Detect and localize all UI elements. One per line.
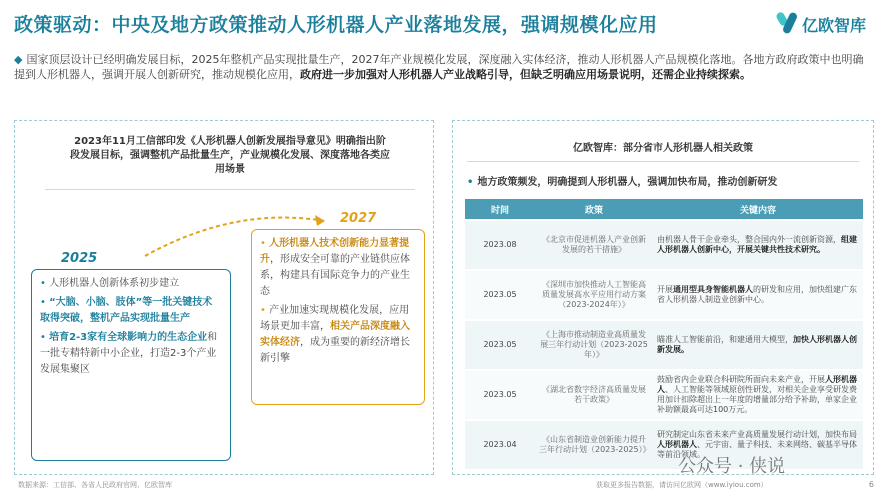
- right-heading: 亿欧智库：部分省市人形机器人相关政策: [573, 143, 753, 154]
- year-2027-label: 2027: [340, 211, 377, 226]
- goals-2025-box: [31, 269, 231, 461]
- content-cell: 瞄准人工智能前沿，和建通用大模型，加快人形机器人创新发展。: [653, 321, 863, 369]
- policy-cell: 《山东省制造业创新能力提升三年行动计划（2023-2025）》: [535, 421, 653, 469]
- table-row: [465, 371, 863, 419]
- source-note: 数据来源：工信部、各省人民政府官网、亿欧智库: [18, 481, 172, 489]
- yiou-logo-icon: [776, 12, 798, 36]
- column-header: 政策: [535, 199, 653, 219]
- column-header: 时间: [465, 199, 535, 219]
- intro-part1: 国家顶层设计已经明确发展目标，2025年整机产品实现批量生产，2027年产业规模化发展，深度融入实体经济，推动人形机器人产品规模化落地。各地方政府政策中也明确提到人形机器人，强调开展人创新研究，推动规模化应用，: [14, 53, 864, 81]
- table-row: [465, 271, 863, 319]
- bullet-icon: •: [40, 278, 50, 289]
- content-cell: 开展通用型具身智能机器人的研发和应用，加快组建广东省人形机器人制造业创新中心。: [653, 271, 863, 319]
- column-header: 关键内容: [653, 199, 863, 219]
- year-2025-label: 2025: [61, 251, 98, 266]
- goal-2025-item: • 人形机器人创新体系初步建立: [40, 278, 180, 289]
- divider: [45, 189, 415, 190]
- goal-2027-item: • 产业加速实现规模化发展，应用场景更加丰富，相关产品深度融入实体经济，成为重要的新经济增长新引擎: [260, 305, 410, 364]
- time-cell: 2023.05: [465, 271, 535, 319]
- page-number: 6: [868, 480, 874, 489]
- logo: [776, 12, 866, 36]
- page-title: 政策驱动：中央及地方政策推动人形机器人产业落地发展，强调规模化应用: [14, 14, 658, 36]
- table-row: [465, 221, 863, 269]
- left-heading: 2023年11月工信部印发《人形机器人创新发展指导意见》明确指出阶段发展目标，强调整机产品批量生产，产业规模化发展、深度落地各类应用场景: [70, 136, 390, 175]
- time-cell: 2023.08: [465, 221, 535, 269]
- policy-cell: 《深圳市加快推动人工智能高质量发展高水平应用行动方案（2023-2024年）》: [535, 271, 653, 319]
- bullet-icon: •: [260, 305, 270, 316]
- bullet-icon: •: [40, 297, 50, 308]
- time-cell: 2023.05: [465, 321, 535, 369]
- right-subheading: • 地方政策频发，明确提到人形机器人，强调加快布局，推动创新研发: [467, 177, 778, 188]
- content-cell: 由机器人骨干企业牵头，整合国内外一流创新资源，组建人形机器人创新中心，开展关键共性技术研究。: [653, 221, 863, 269]
- bullet-icon: •: [467, 177, 474, 188]
- bullet-icon: •: [260, 238, 270, 249]
- time-cell: 2023.05: [465, 371, 535, 419]
- goals-2027-box: [251, 229, 425, 405]
- left-panel: [14, 120, 434, 475]
- right-panel: [452, 120, 874, 475]
- table-row: [465, 421, 863, 469]
- goal-2027-item: • 人形机器人技术创新能力显著提升，形成安全可靠的产业链供应体系，构建具有国际竞争力的产业生态: [260, 238, 410, 297]
- goal-2025-item: • 培育2-3家有全球影响力的生态企业和一批专精特新中小企业，打造2-3个产业发展集聚区: [40, 332, 218, 375]
- goal-2025-item: • “大脑、小脑、肢体”等一批关键技术取得突破，整机产品实现批量生产: [40, 297, 213, 324]
- content-cell: 研究制定山东省未来产业高质量发展行动计划，加快布局人形机器人、元宇宙、量子科技、未来网络、碳基半导体等前沿领域。: [653, 421, 863, 469]
- intro-part2: 政府进一步加强对人形机器人产业战略引导，但缺乏明确应用场景说明，还需企业持续探索。: [300, 68, 751, 81]
- policy-cell: 《湖北省数字经济高质量发展若干政策》: [535, 371, 653, 419]
- policy-cell: 《北京市促进机器人产业创新发展的若干措施》: [535, 221, 653, 269]
- logo-text: 亿欧智库: [801, 15, 866, 35]
- policy-table: [465, 197, 863, 471]
- table-header-row: [465, 199, 863, 219]
- more-info-note: 获取更多报告数据，请访问亿欧网（www.iyiou.com）: [596, 481, 768, 489]
- bullet-icon: •: [40, 332, 50, 343]
- content-cell: 鼓励省内企业联合科研院所面向未来产业，开展人形机器人、人工智能等领域原创性研发，对相关企业享受研发费用加计扣除超出上一年度的增量部分给予补助，单家企业补助额最高可达100万元。: [653, 371, 863, 419]
- time-cell: 2023.04: [465, 421, 535, 469]
- diamond-bullet-icon: ◆: [14, 53, 23, 66]
- policy-cell: 《上海市推动制造业高质量发展三年行动计划（2023-2025年）》: [535, 321, 653, 369]
- table-row: [465, 321, 863, 369]
- intro-paragraph: [14, 52, 874, 82]
- watermark: 公众号 · 侠说: [678, 456, 786, 477]
- divider: [467, 161, 859, 162]
